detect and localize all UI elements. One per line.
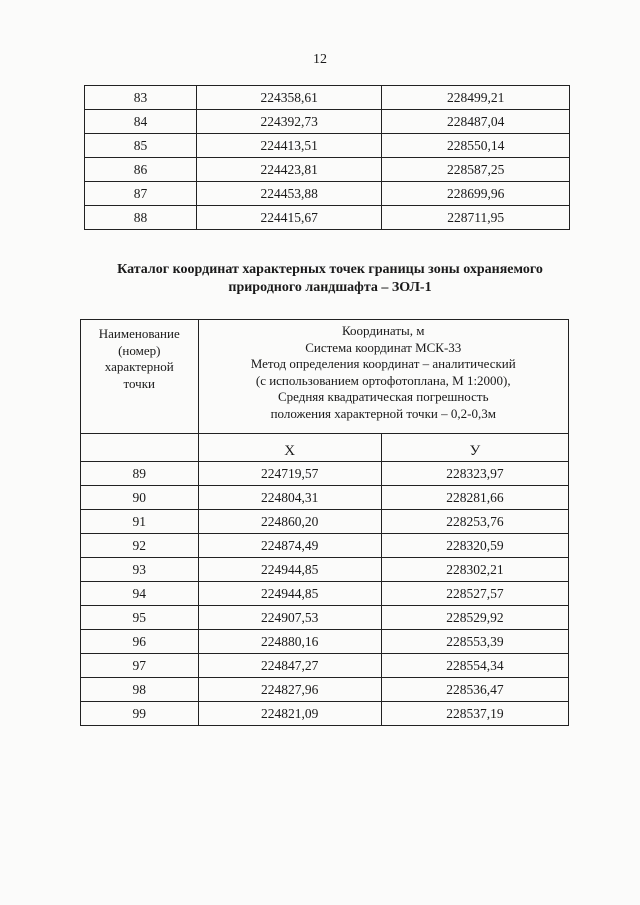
x-coordinate: 224880,16 <box>198 630 381 654</box>
page-number: 12 <box>313 52 327 67</box>
empty-cell <box>81 434 199 462</box>
point-number: 95 <box>81 606 199 630</box>
y-coordinate: 228554,34 <box>381 654 568 678</box>
catalog-title-line-1: Каталог координат характерных точек границы зоны охраняемого <box>117 262 543 277</box>
table-row <box>85 110 570 134</box>
table-row <box>81 558 569 582</box>
y-coordinate: 228537,19 <box>381 702 568 726</box>
x-coordinate: 224907,53 <box>198 606 381 630</box>
point-number: 85 <box>85 134 197 158</box>
x-coordinate: 224804,31 <box>198 486 381 510</box>
y-coordinate: 228536,47 <box>381 678 568 702</box>
header-col2-line: положения характерной точки – 0,2-0,3м <box>270 405 496 421</box>
header-col1-line: характерной <box>104 359 174 374</box>
x-coordinate: 224415,67 <box>196 206 382 230</box>
y-coordinate: 228699,96 <box>382 182 570 206</box>
table-row <box>81 582 569 606</box>
table-row <box>85 182 570 206</box>
y-coordinate: 228320,59 <box>381 534 568 558</box>
x-coordinate: 224453,88 <box>196 182 382 206</box>
axis-header-row <box>81 434 569 462</box>
y-coordinate: 228711,95 <box>382 206 570 230</box>
header-col1-line: точки <box>123 375 155 391</box>
y-coordinate: 228253,76 <box>381 510 568 534</box>
y-coordinate: 228550,14 <box>382 134 570 158</box>
point-number: 98 <box>81 678 199 702</box>
point-number: 97 <box>81 654 199 678</box>
x-coordinate: 224874,49 <box>198 534 381 558</box>
table-row <box>81 630 569 654</box>
x-coordinate: 224944,85 <box>198 558 381 582</box>
table-row <box>85 206 570 230</box>
x-coordinate: 224358,61 <box>196 86 382 110</box>
axis-x-header: X <box>198 434 381 462</box>
y-coordinate: 228529,92 <box>381 606 568 630</box>
header-col1-line: Наименование <box>98 326 180 341</box>
point-number: 90 <box>81 486 199 510</box>
zol-1-coordinates-table <box>80 319 569 726</box>
y-coordinate: 228587,25 <box>382 158 570 182</box>
y-coordinate: 228553,39 <box>381 630 568 654</box>
point-number: 83 <box>85 86 197 110</box>
header-col2-line: (с использованием ортофотоплана, М 1:2000), <box>255 372 511 388</box>
table-header-row <box>81 320 569 434</box>
header-col2-line: Метод определения координат – аналитический <box>250 356 516 371</box>
x-coordinate: 224821,09 <box>198 702 381 726</box>
coordinates-header <box>198 320 569 434</box>
y-coordinate: 228499,21 <box>382 86 570 110</box>
x-coordinate: 224860,20 <box>198 510 381 534</box>
point-number: 92 <box>81 534 199 558</box>
coordinates-table-continued <box>84 85 570 230</box>
y-coordinate: 228487,04 <box>382 110 570 134</box>
axis-y-header: У <box>381 434 568 462</box>
x-coordinate: 224423,81 <box>196 158 382 182</box>
y-coordinate: 228323,97 <box>381 462 568 486</box>
table-row <box>85 86 570 110</box>
point-number: 86 <box>85 158 197 182</box>
point-number: 96 <box>81 630 199 654</box>
point-number: 94 <box>81 582 199 606</box>
x-coordinate: 224827,96 <box>198 678 381 702</box>
table-row <box>85 158 570 182</box>
point-number: 84 <box>85 110 197 134</box>
table-row <box>81 486 569 510</box>
point-number: 88 <box>85 206 197 230</box>
point-number: 91 <box>81 510 199 534</box>
point-number: 99 <box>81 702 199 726</box>
table-row <box>81 534 569 558</box>
table-row <box>81 462 569 486</box>
catalog-title-line-2: природного ландшафта – ЗОЛ-1 <box>228 280 432 295</box>
table-row <box>81 654 569 678</box>
y-coordinate: 228281,66 <box>381 486 568 510</box>
point-number: 93 <box>81 558 199 582</box>
point-number: 87 <box>85 182 197 206</box>
table-row <box>81 702 569 726</box>
x-coordinate: 224847,27 <box>198 654 381 678</box>
point-number: 89 <box>81 462 199 486</box>
y-coordinate: 228527,57 <box>381 582 568 606</box>
x-coordinate: 224944,85 <box>198 582 381 606</box>
table-row <box>81 510 569 534</box>
header-col2-line: Средняя квадратическая погрешность <box>277 389 489 404</box>
x-coordinate: 224392,73 <box>196 110 382 134</box>
x-coordinate: 224719,57 <box>198 462 381 486</box>
table-row <box>85 134 570 158</box>
table-row <box>81 606 569 630</box>
catalog-title <box>60 261 600 297</box>
header-col2-line: Система координат МСК-33 <box>305 339 462 355</box>
table-row <box>81 678 569 702</box>
header-col2-line: Координаты, м <box>342 323 425 338</box>
y-coordinate: 228302,21 <box>381 558 568 582</box>
x-coordinate: 224413,51 <box>196 134 382 158</box>
point-name-header <box>81 320 199 434</box>
header-col1-line: (номер) <box>118 342 161 358</box>
